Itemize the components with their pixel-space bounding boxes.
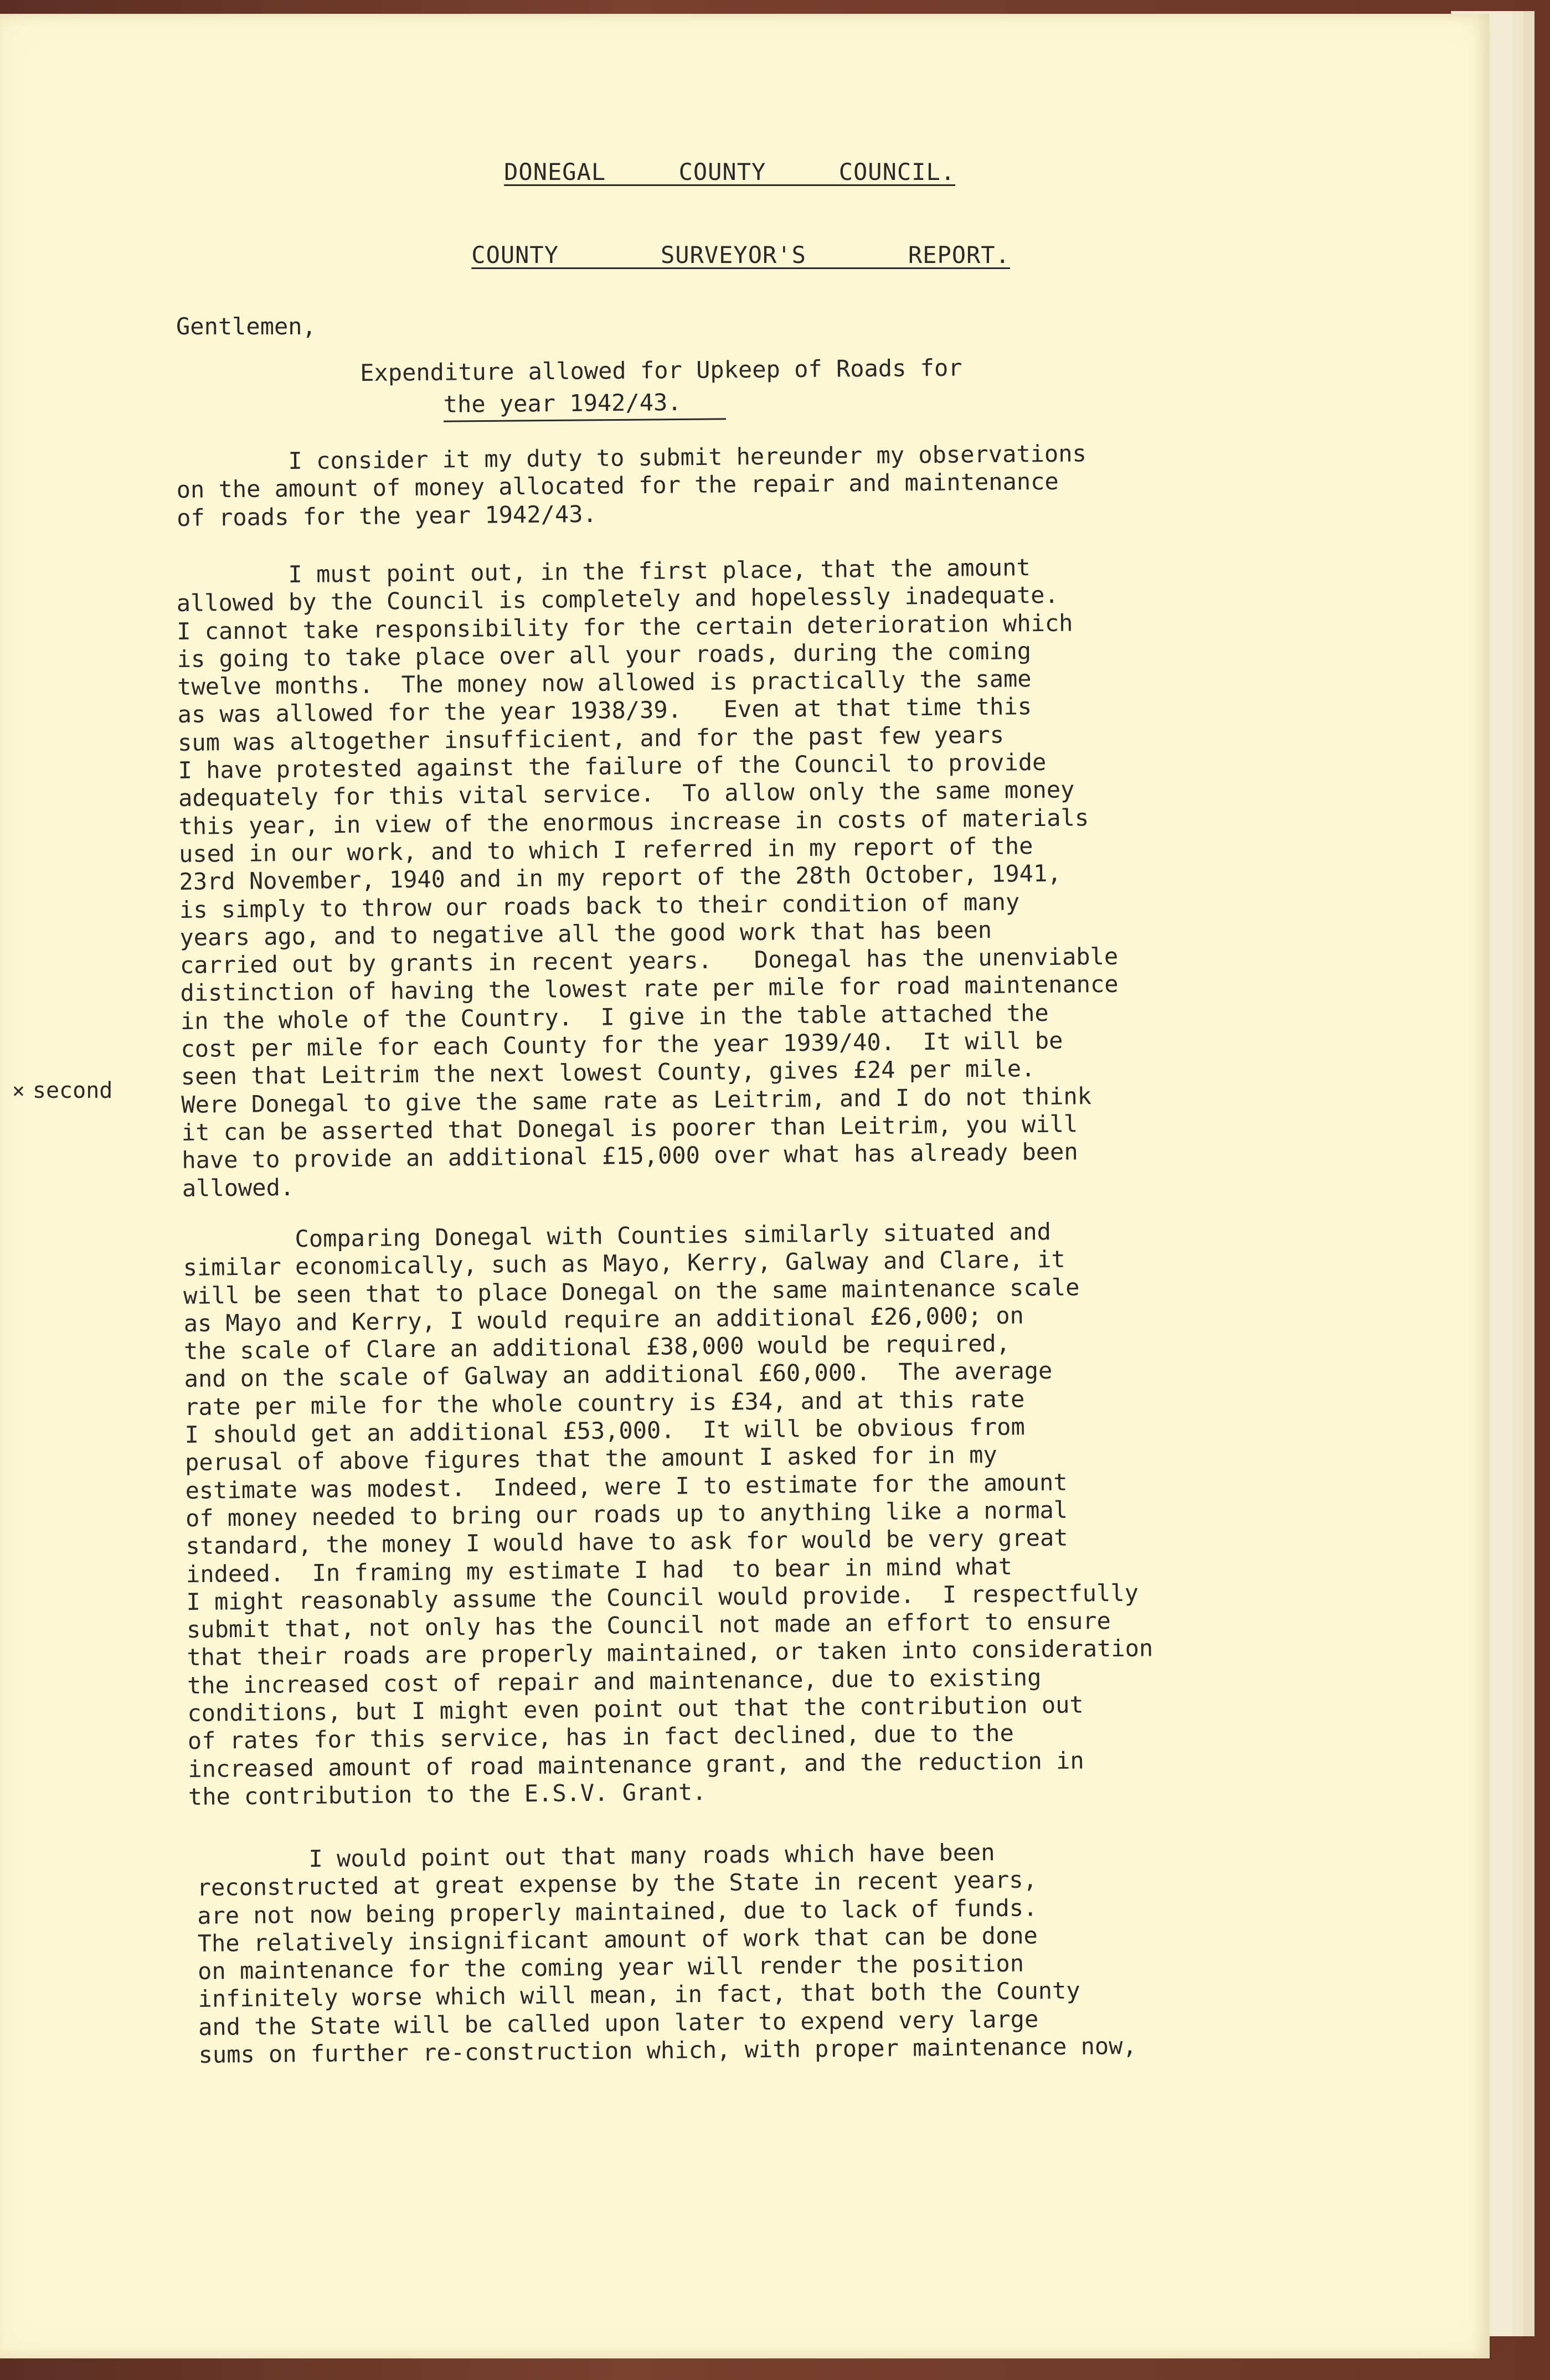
margin-annotation-text: second xyxy=(32,1078,113,1103)
paragraph-3: Comparing Donegal with Counties similarly situated and similar economically, such as Mayo, Kerry, Galway and Clare, it will be seen that to place Donegal on the same maintenance scale as Mayo and Kerry, I would require an additional £26,000; on the scale of Clare an additional £38,000 would be required, and on the scale of Galway an additional £60,000. The average rate per mile for the whole country is £34, and at this rate I should get an additional £53,000. It will be obvious from perusal of above figures that the amount I asked for in my estimate was modest. Indeed, were I to estimate for the amount of money needed to bring our roads up to anything like a normal standard, the money I would have to ask for would be very great indeed. In framing my estimate I had to bear in mind what I might reasonably assume the Council would provide. I respectfully submit that, not only has the Council not made an effort to ensure that their roads are properly maintained, or taken into consideration the increased cost of repair and maintenance, due to existing conditions, but I might even point out that the contribution out of rates for this service, has in fact declined, due to the increased amount of road maintenance grant, and the reduction in the contribution to the E.S.V. Grant. xyxy=(183,1217,1154,1810)
document-heading xyxy=(0,131,1445,213)
subject-line-2: the year 1942/43. xyxy=(444,386,726,422)
document-subheading xyxy=(0,214,1456,296)
paragraph-1: I consider it my duty to submit hereunder my observations on the amount of money allocated for the repair and maintenance of roads for the year 1942/43. xyxy=(176,440,1087,531)
heading-report: COUNTY SURVEYOR'S REPORT. xyxy=(471,241,1010,269)
paragraph-4: I would point out that many roads which have been reconstructed at great expense by the State in recent years, are not now being properly maintained, due to lack of funds. The relatively insignificant amount of work that can be done on maintenance for the coming year will render the position infinitely worse which will mean, in fact, that both the County and the State will be called upon later to expend very large sums on further re-construction which, with proper maintenance now, xyxy=(197,1839,1137,2069)
paragraph-2: I must point out, in the first place, that the amount allowed by the Council is completely and hopelessly inadequate. I cannot take responsibility for the certain deterioration which is going to take place over all your roads, during the coming twelve months. The money now allowed is practically the same as was allowed for the year 1938/39. Even at that time this sum was altogether insufficient, and for the past few years I have protested against the failure of the Council to provide adequately for this vital service. To allow only the same money this year, in view of the enormous increase in costs of materials used in our work, and to which I referred in my report of the 23rd November, 1940 and in my report of the 28th October, 1941, is simply to throw our roads back to their condition of many years ago, and to negative all the good work that has been carried out by grants in recent years. Donegal has the unenviable distinction of having the lowest rate per mile for road maintenance in the whole of the Country. I give in the table attached the cost per mile for each County for the year 1939/40. It will be seen that Leitrim the next lowest County, gives £24 per mile. Were Donegal to give the same rate as Leitrim, and I do not think it can be asserted that Donegal is poorer than Leitrim, you will have to provide an additional £15,000 over what has already been allowed. xyxy=(176,554,1119,1202)
salutation: Gentlemen, xyxy=(176,313,316,340)
margin-annotation xyxy=(12,1078,112,1103)
subject-heading xyxy=(360,352,962,423)
heading-council: DONEGAL COUNTY COUNCIL. xyxy=(504,158,956,185)
document-page xyxy=(0,14,1490,2358)
subject-line-1: Expenditure allowed for Upkeep of Roads for xyxy=(360,354,962,386)
insertion-mark-icon: × xyxy=(12,1078,25,1103)
